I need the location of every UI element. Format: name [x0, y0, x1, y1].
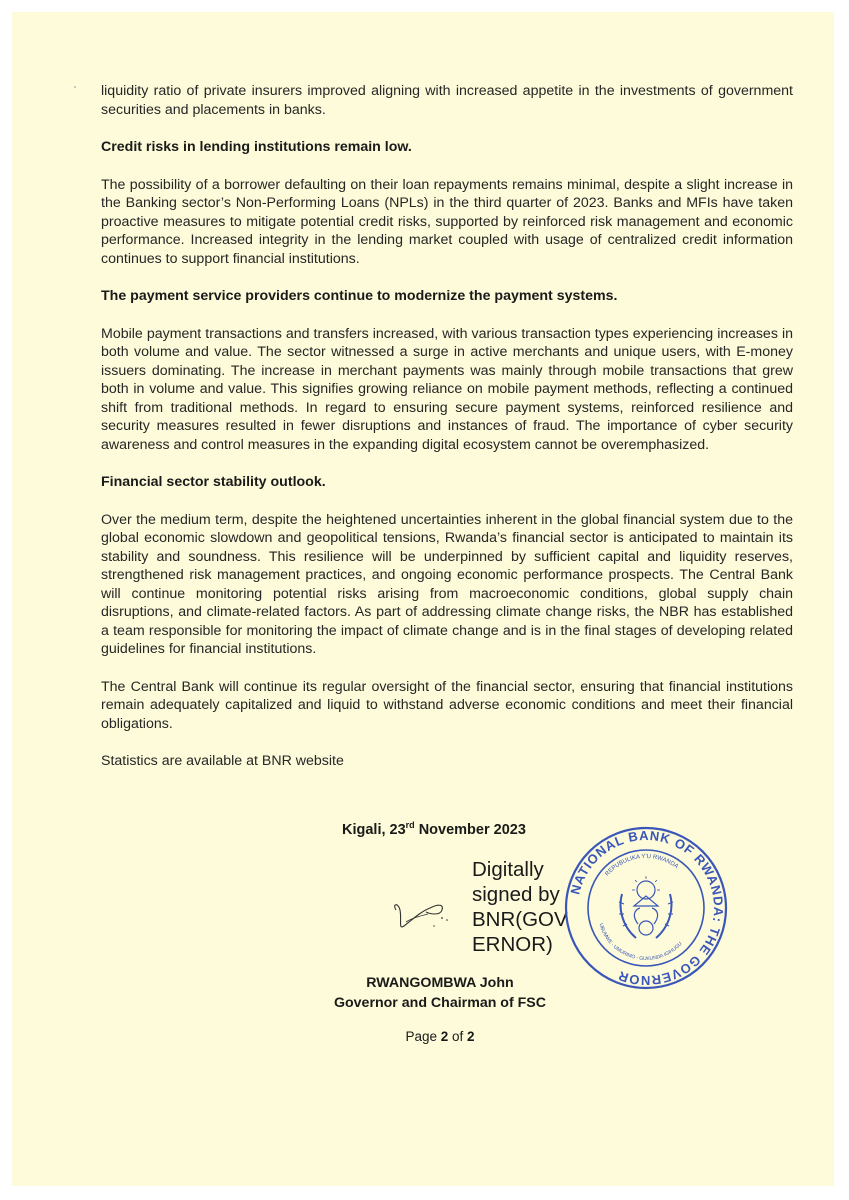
- signer-title: Governor and Chairman of FSC: [333, 995, 547, 1011]
- digital-signature-text: [472, 857, 572, 957]
- stability-outlook-paragraph: Over the medium term, despite the heightened uncertainties inherent in the global financial system due to the global economic slowdown and geopolitical tensions, Rwanda’s financial sector is anticipated to maintain its stability and soundness. This resilience will be underpinned by sufficient capital and liquidity reserves, strengthened risk management practices, and ongoing economic performance prospects. The Central Bank will continue monitoring potential risks arising from macroeconomic conditions, global supply chain disruptions, and climate-related factors. As part of addressing climate change risks, the NBR has established a team responsible for monitoring the impact of climate change and is in the final stages of developing related guidelines for financial institutions.: [101, 511, 793, 657]
- signer-name: RWANGOMBWA John: [366, 975, 514, 991]
- payment-systems-paragraph: Mobile payment transactions and transfers increased, with various transaction types experiencing increases in both volume and value. The sector witnessed a surge in active merchants and unique users, with E-money issuers dominating. The increase in merchant payments was mainly through mobile transactions that grew both in volume and value. This signifies growing reliance on mobile payment methods, reflecting a continued shift from traditional methods. In regard to ensuring secure payment systems, reinforced resilience and security measures resulted in fewer disruptions and instances of fraud. The importance of cyber security awareness and control measures in the expanding digital ecosystem cannot be overemphasized.: [101, 325, 793, 453]
- official-seal-stamp: [562, 824, 730, 992]
- digital-signature-line: ERNOR): [472, 933, 553, 956]
- page-total: 2: [467, 1029, 475, 1044]
- page-current: 2: [440, 1029, 449, 1044]
- svg-text:NATIONAL BANK OF RWANDA: THE G: NATIONAL BANK OF RWANDA: THE GOVERNOR: [567, 827, 727, 989]
- signer-block: [290, 973, 590, 1013]
- seal-emblem: [619, 876, 673, 938]
- page-number: [380, 1029, 500, 1044]
- intro-paragraph: liquidity ratio of private insurers improved aligning with increased appetite in the investments of government securities and placements in banks.: [101, 83, 793, 118]
- payment-systems-heading: The payment service providers continue to modernize the payment systems.: [101, 288, 618, 304]
- digital-signature-line: signed by: [472, 883, 560, 906]
- date-rest: November 2023: [414, 822, 526, 838]
- svg-text:REPUBULIKA Y'U RWANDA: REPUBULIKA Y'U RWANDA: [604, 853, 680, 878]
- credit-risk-paragraph: The possibility of a borrower defaulting on their loan repayments remains minimal, despite a slight increase in the Banking sector’s Non-Performing Loans (NPLs) in the third quarter of 2023. Banks and MFIs have taken proactive measures to mitigate potential credit risks, supported by reinforced risk management and economic performance. Increased integrity in the lending market coupled with usage of centralized credit information continues to support financial institutions.: [101, 176, 793, 267]
- date-ordinal-suffix: rd: [405, 820, 415, 830]
- handwritten-signature: [386, 892, 456, 938]
- document-body: [101, 82, 793, 790]
- signing-date: [342, 820, 526, 838]
- digital-signature-line: Digitally: [472, 858, 544, 881]
- credit-risk-heading: Credit risks in lending institutions remain low.: [101, 139, 412, 155]
- oversight-paragraph: The Central Bank will continue its regular oversight of the financial sector, ensuring that financial institutions remain adequately capitalized and liquid to withstand adverse economic conditions and meet their financial obligations.: [101, 678, 793, 732]
- page-prefix: Page: [405, 1029, 441, 1044]
- stability-outlook-heading: Financial sector stability outlook.: [101, 474, 326, 490]
- date-prefix: Kigali, 23: [342, 822, 406, 838]
- digital-signature-line: BNR(GOV: [472, 908, 568, 931]
- scan-speck: [74, 86, 76, 88]
- statistics-note: Statistics are available at BNR website: [101, 753, 344, 769]
- svg-text:UBUMWE - UMURIMO - GUKUNDA IGI: UBUMWE - UMURIMO - GUKUNDA IGIHUGU: [597, 922, 684, 963]
- page-middle: of: [448, 1029, 468, 1044]
